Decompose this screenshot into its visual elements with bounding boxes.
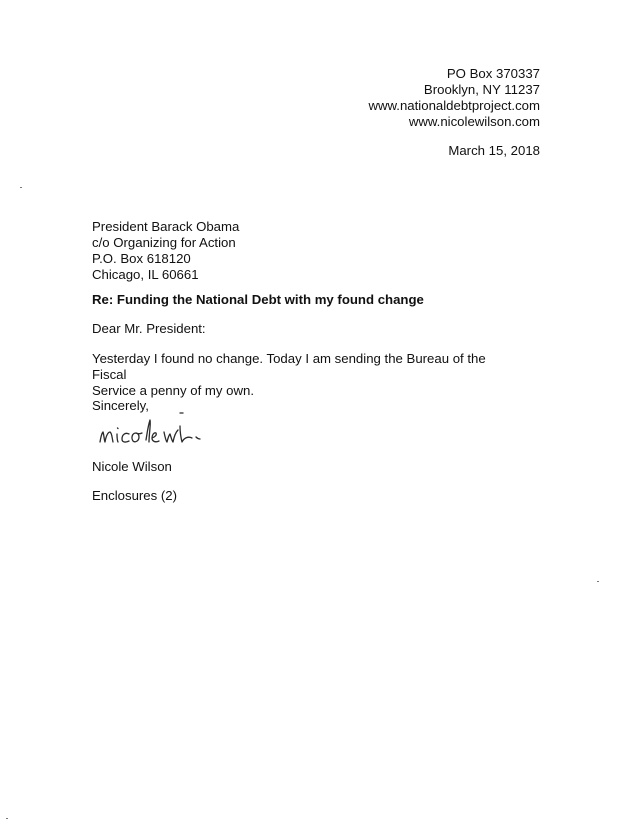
scan-speck (6, 818, 8, 819)
letter-subject: Re: Funding the National Debt with my found change (92, 292, 424, 307)
letter-date: March 15, 2018 (448, 143, 540, 158)
handwritten-signature (92, 412, 242, 452)
recipient-address-block (92, 219, 239, 283)
sender-website-1: www.nationaldebtproject.com (368, 98, 540, 113)
letter-body-line-1: Yesterday I found no change. Today I am sending the Bureau of the Fiscal (92, 351, 486, 382)
scan-speck (597, 581, 599, 582)
recipient-name: President Barack Obama (92, 219, 240, 234)
letter-closing: Sincerely, (92, 398, 149, 413)
letter-salutation: Dear Mr. President: (92, 321, 206, 336)
sender-city-state-zip: Brooklyn, NY 11237 (423, 82, 540, 97)
sender-address-block (368, 66, 540, 130)
letter-body-line-2: Service a penny of my own. (92, 383, 254, 398)
sender-website-2: www.nicolewilson.com (408, 114, 540, 129)
enclosures-note: Enclosures (2) (92, 488, 178, 503)
recipient-city-state-zip: Chicago, IL 60661 (92, 267, 199, 282)
letter-body (92, 351, 522, 399)
recipient-organization: c/o Organizing for Action (92, 235, 236, 250)
sender-po-box: PO Box 370337 (446, 66, 540, 81)
recipient-po-box: P.O. Box 618120 (92, 251, 191, 266)
signer-name: Nicole Wilson (92, 459, 172, 474)
scan-speck (20, 187, 22, 188)
